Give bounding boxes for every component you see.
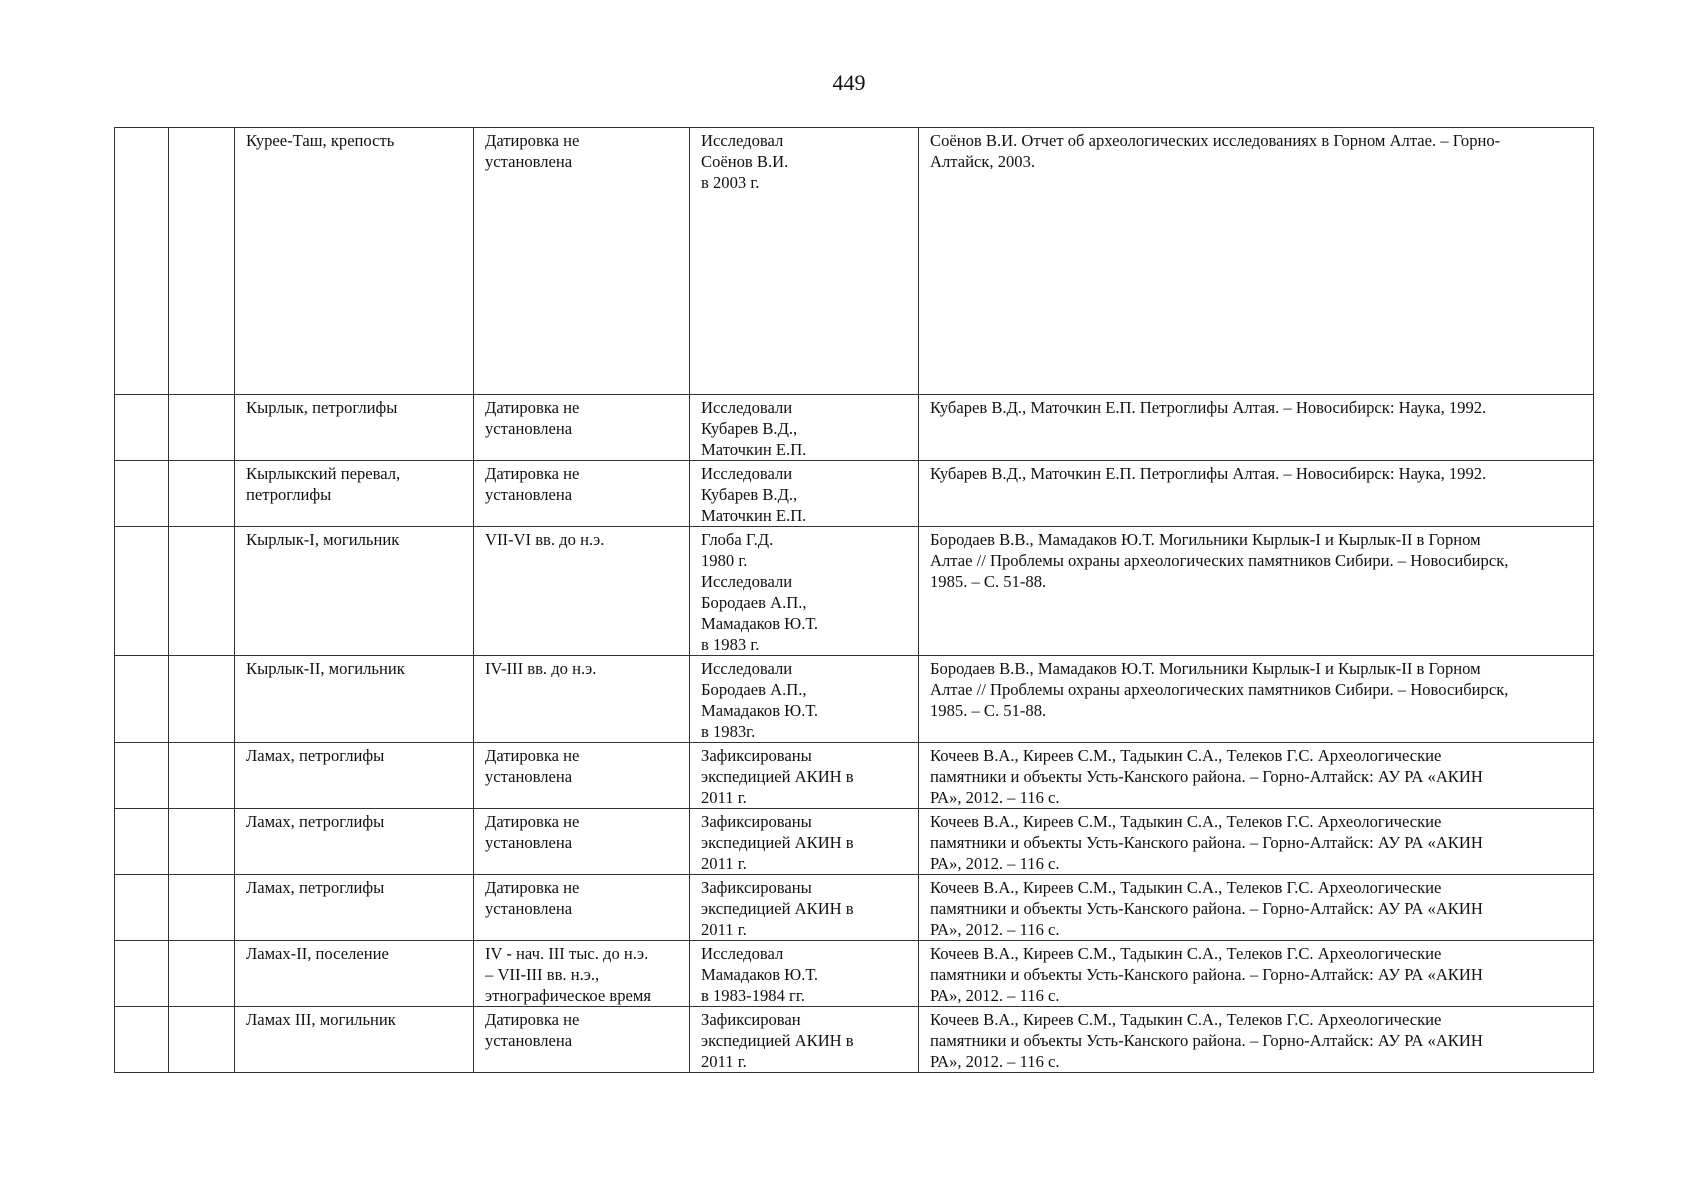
cell-number [115,527,169,656]
cell-dating: Датировка не установлена [474,875,690,941]
cell-number [115,656,169,743]
cell-site-name: Ламах, петроглифы [235,809,474,875]
cell-research: Глоба Г.Д. 1980 г. Исследовали Бородаев А.П., Мамадаков Ю.Т. в 1983 г. [690,527,919,656]
cell-literature: Бородаев В.В., Мамадаков Ю.Т. Могильники Кырлык-I и Кырлык-II в Горном Алтае // Проблемы охраны археологических памятников Сибири. – Новосибирск, 1985. – С. 51-88. [919,656,1594,743]
cell-number [115,941,169,1007]
cell-site-name: Ламах, петроглифы [235,875,474,941]
cell-site-name: Кырлык-II, могильник [235,656,474,743]
cell-research: Зафиксированы экспедицией АКИН в 2011 г. [690,875,919,941]
cell-number [115,128,169,395]
monuments-table [114,127,1594,1073]
table-row [115,743,1594,809]
cell-code [169,1007,235,1073]
cell-code [169,875,235,941]
cell-literature: Соёнов В.И. Отчет об археологических исследованиях в Горном Алтае. – Горно- Алтайск, 2003. [919,128,1594,395]
cell-site-name: Ламах III, могильник [235,1007,474,1073]
cell-number [115,743,169,809]
cell-literature: Кубарев В.Д., Маточкин Е.П. Петроглифы Алтая. – Новосибирск: Наука, 1992. [919,395,1594,461]
page-number: 449 [832,70,866,95]
cell-literature: Кочеев В.А., Киреев С.М., Тадыкин С.А., Телеков Г.С. Археологические памятники и объекты Усть-Канского района. – Горно-Алтайск: АУ РА «АКИН РА», 2012. – 116 с. [919,743,1594,809]
cell-research: Исследовали Бородаев А.П., Мамадаков Ю.Т. в 1983г. [690,656,919,743]
cell-research: Зафиксированы экспедицией АКИН в 2011 г. [690,809,919,875]
cell-code [169,809,235,875]
cell-site-name: Курее-Таш, крепость [235,128,474,395]
cell-literature: Кочеев В.А., Киреев С.М., Тадыкин С.А., Телеков Г.С. Археологические памятники и объекты Усть-Канского района. – Горно-Алтайск: АУ РА «АКИН РА», 2012. – 116 с. [919,875,1594,941]
cell-code [169,743,235,809]
cell-literature: Кочеев В.А., Киреев С.М., Тадыкин С.А., Телеков Г.С. Археологические памятники и объекты Усть-Канского района. – Горно-Алтайск: АУ РА «АКИН РА», 2012. – 116 с. [919,809,1594,875]
cell-literature: Бородаев В.В., Мамадаков Ю.Т. Могильники Кырлык-I и Кырлык-II в Горном Алтае // Проблемы охраны археологических памятников Сибири. – Новосибирск, 1985. – С. 51-88. [919,527,1594,656]
cell-code [169,128,235,395]
cell-code [169,941,235,1007]
table-row [115,656,1594,743]
table-row [115,1007,1594,1073]
cell-code [169,395,235,461]
cell-code [169,527,235,656]
cell-site-name: Ламах, петроглифы [235,743,474,809]
cell-research: Исследовал Мамадаков Ю.Т. в 1983-1984 гг. [690,941,919,1007]
cell-site-name: Кырлык, петроглифы [235,395,474,461]
cell-dating: Датировка не установлена [474,395,690,461]
table-row [115,809,1594,875]
cell-site-name: Кырлыкский перевал, петроглифы [235,461,474,527]
cell-literature: Кочеев В.А., Киреев С.М., Тадыкин С.А., Телеков Г.С. Археологические памятники и объекты Усть-Канского района. – Горно-Алтайск: АУ РА «АКИН РА», 2012. – 116 с. [919,1007,1594,1073]
cell-number [115,461,169,527]
table-row [115,128,1594,395]
cell-site-name: Ламах-II, поселение [235,941,474,1007]
table-row [115,395,1594,461]
table-row [115,461,1594,527]
cell-number [115,875,169,941]
table-row [115,527,1594,656]
cell-number [115,1007,169,1073]
cell-dating: IV - нач. III тыс. до н.э. – VII-III вв. н.э., этнографическое время [474,941,690,1007]
cell-dating: Датировка не установлена [474,128,690,395]
cell-number [115,809,169,875]
cell-site-name: Кырлык-I, могильник [235,527,474,656]
table-row [115,875,1594,941]
cell-code [169,461,235,527]
cell-dating: IV-III вв. до н.э. [474,656,690,743]
table-row [115,941,1594,1007]
cell-research: Исследовали Кубарев В.Д., Маточкин Е.П. [690,395,919,461]
cell-number [115,395,169,461]
cell-dating: VII-VI вв. до н.э. [474,527,690,656]
cell-research: Исследовали Кубарев В.Д., Маточкин Е.П. [690,461,919,527]
cell-research: Зафиксирован экспедицией АКИН в 2011 г. [690,1007,919,1073]
cell-literature: Кочеев В.А., Киреев С.М., Тадыкин С.А., Телеков Г.С. Археологические памятники и объекты Усть-Канского района. – Горно-Алтайск: АУ РА «АКИН РА», 2012. – 116 с. [919,941,1594,1007]
cell-code [169,656,235,743]
cell-dating: Датировка не установлена [474,1007,690,1073]
cell-dating: Датировка не установлена [474,743,690,809]
cell-research: Исследовал Соёнов В.И. в 2003 г. [690,128,919,395]
cell-literature: Кубарев В.Д., Маточкин Е.П. Петроглифы Алтая. – Новосибирск: Наука, 1992. [919,461,1594,527]
cell-dating: Датировка не установлена [474,809,690,875]
cell-dating: Датировка не установлена [474,461,690,527]
cell-research: Зафиксированы экспедицией АКИН в 2011 г. [690,743,919,809]
